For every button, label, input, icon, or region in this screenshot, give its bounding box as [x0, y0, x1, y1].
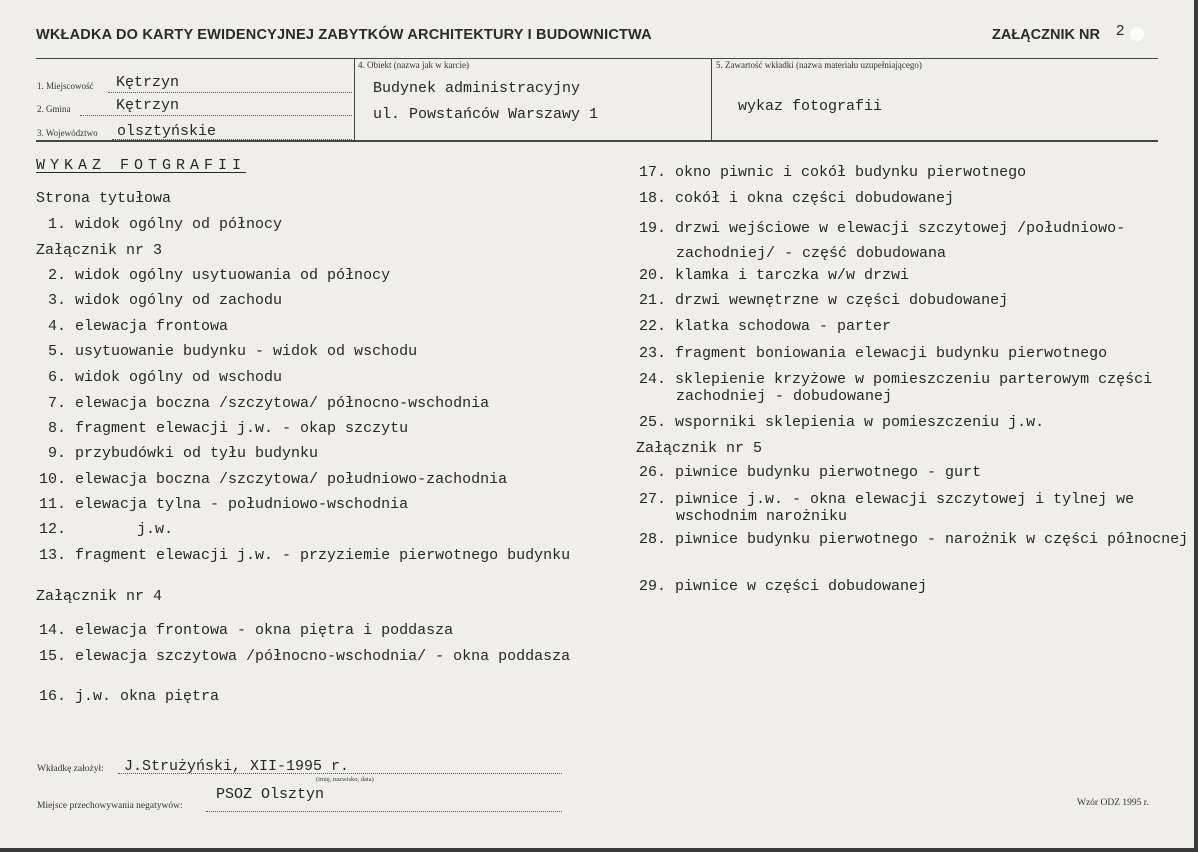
list-item: 13. fragment elewacji j.w. - przyziemie pierwotnego budynku [38, 547, 571, 564]
list-item: 1. widok ogólny od północy [47, 216, 283, 233]
list-item: 11. elewacja tylna - południowo-wschodnia [38, 496, 409, 513]
section-heading: Strona tytułowa [36, 190, 172, 207]
list-item: 25. wsporniki sklepienia w pomieszczeniu j.w. [638, 414, 1045, 431]
list-item: 22. klatka schodowa - parter [638, 318, 892, 335]
list-item: 26. piwnice budynku pierwotnego - gurt [638, 464, 982, 481]
list-item: 24. sklepienie krzyżowe w pomieszczeniu parterowym części zachodniej - dobudowanej [638, 371, 1153, 405]
list-item: 2. widok ogólny usytuowania od północy [47, 267, 391, 284]
obiekt-line-1: Budynek administracyjny [373, 80, 581, 97]
zawartosc-value: wykaz fotografii [738, 98, 883, 115]
wojewodztwo-label: 3. Województwo [37, 128, 98, 138]
list-item: 23. fragment boniowania elewacji budynku pierwotnego [638, 345, 1108, 362]
obiekt-line-2: ul. Powstańców Warszawy 1 [373, 106, 599, 123]
list-item: 5. usytuowanie budynku - widok od wschodu [47, 343, 418, 360]
negatywy-line [206, 811, 562, 812]
list-item: 10. elewacja boczna /szczytowa/ południowo-zachodnia [38, 471, 508, 488]
list-item: 7. elewacja boczna /szczytowa/ północno-wschodnia [47, 395, 490, 412]
section-heading: Załącznik nr 4 [36, 588, 163, 605]
list-item: 16. j.w. okna piętra [38, 688, 220, 705]
list-item: 15. elewacja szczytowa /północno-wschodnia/ - okna poddasza [38, 648, 571, 665]
zalozyl-label: Wkładkę założył: [37, 764, 104, 774]
list-item: 3. widok ogólny od zachodu [47, 292, 283, 309]
list-item: 18. cokół i okna części dobudowanej [638, 190, 955, 207]
form-version: Wzór ODZ 1995 r. [1077, 798, 1149, 808]
miejscowosc-line [108, 92, 352, 93]
header-bottom-rule [36, 140, 1158, 142]
list-item: 14. elewacja frontowa - okna piętra i poddasza [38, 622, 454, 639]
gmina-value: Kętrzyn [116, 97, 180, 114]
list-title: WYKAZ FOTGRAFII [36, 157, 247, 174]
section-heading: Załącznik nr 5 [636, 440, 763, 457]
gmina-label: 2. Gmina [37, 104, 71, 114]
header-divider-1 [354, 58, 355, 140]
list-item: 29. piwnice w części dobudowanej [638, 578, 928, 595]
wojewodztwo-value: olsztyńskie [117, 123, 217, 140]
zawartosc-label: 5. Zawartość wkładki (nazwa materiału uzupełniającego) [716, 60, 922, 70]
punch-hole [1130, 27, 1144, 41]
list-item: 27. piwnice j.w. - okna elewacji szczytowej i tylnej we wschodnim narożniku [638, 491, 1135, 525]
list-item: 17. okno piwnic i cokół budynku pierwotnego [638, 164, 1027, 181]
list-item: 4. elewacja frontowa [47, 318, 229, 335]
list-item: 12. j.w. [38, 521, 174, 538]
zalozyl-hint: (imię, nazwisko, data) [316, 776, 374, 783]
header-top-rule [36, 58, 1158, 59]
attachment-label: ZAŁĄCZNIK NR [992, 27, 1100, 43]
list-item: 21. drzwi wewnętrzne w części dobudowanej [638, 292, 1009, 309]
miejscowosc-label: 1. Miejscowość [37, 81, 94, 91]
list-item: 8. fragment elewacji j.w. - okap szczytu [47, 420, 409, 437]
miejscowosc-value: Kętrzyn [116, 74, 180, 91]
negatywy-value: PSOZ Olsztyn [216, 786, 325, 803]
gmina-line [80, 115, 352, 116]
list-item: 6. widok ogólny od wschodu [47, 369, 283, 386]
obiekt-label: 4. Obiekt (nazwa jak w karcie) [358, 60, 469, 70]
form-title: WKŁADKA DO KARTY EWIDENCYJNEJ ZABYTKÓW ARCHITEKTURY I BUDOWNICTWA [36, 27, 652, 43]
list-item: 9. przybudówki od tyłu budynku [47, 445, 319, 462]
negatywy-label: Miejsce przechowywania negatywów: [37, 801, 183, 811]
list-item: 20. klamka i tarczka w/w drzwi [638, 267, 910, 284]
zalozyl-value: J.Strużyński, XII-1995 r. [124, 758, 350, 775]
section-heading: Załącznik nr 3 [36, 242, 163, 259]
attachment-number: 2 [1116, 22, 1125, 39]
list-item: 28. piwnice budynku pierwotnego - narożnik w części północnej [638, 531, 1189, 548]
header-divider-2 [711, 58, 712, 140]
list-item: 19. drzwi wejściowe w elewacji szczytowej /południowo-zachodniej/ - część dobudowana [638, 220, 1126, 262]
